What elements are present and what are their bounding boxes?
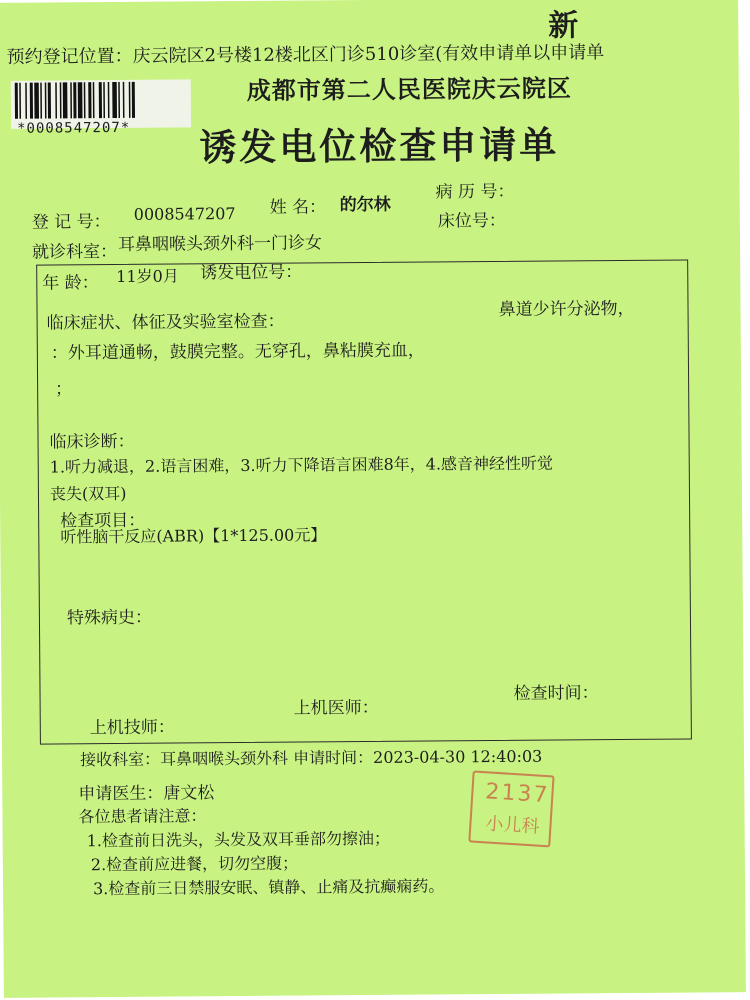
barcode-bar bbox=[88, 82, 91, 118]
age-value: 11岁0月 bbox=[116, 266, 179, 286]
barcode-bar bbox=[34, 83, 39, 119]
notice-1: 1.检查前日洗头，头发及双耳垂部勿擦油； bbox=[86, 828, 391, 851]
barcode-bar bbox=[78, 82, 83, 118]
exam-time-label: 检查时间： bbox=[513, 683, 599, 704]
special-history-label: 特殊病史： bbox=[66, 607, 153, 629]
diagnosis-line2: 丧失(双耳) bbox=[49, 483, 127, 504]
receiving-dept-and-time: 接收科室：耳鼻咽喉头颈外科 申请时间：2023-04-30 12:40:03 bbox=[79, 746, 543, 770]
barcode-bar bbox=[118, 82, 120, 118]
name-value: 的尔林 bbox=[339, 194, 391, 216]
reg-no-value: 0008547207 bbox=[133, 204, 236, 224]
symptoms-line2: ； bbox=[55, 379, 73, 400]
barcode-bar bbox=[99, 82, 102, 118]
dept-label: 就诊科室： bbox=[31, 241, 118, 263]
hospital-name: 成都市第二人民医院庆云院区 bbox=[246, 74, 572, 105]
barcode-number: *0008547207* bbox=[17, 119, 131, 137]
barcode-bar bbox=[30, 83, 33, 119]
diagnosis-label: 临床诊断： bbox=[49, 431, 135, 453]
barcode-bar bbox=[103, 82, 105, 118]
barcode-bar bbox=[132, 82, 135, 118]
appointment-location: 预约登记位置：庆云院区2号楼12楼北区门诊510诊室(有效申请单以申请单 bbox=[6, 42, 605, 68]
barcode-bar bbox=[19, 83, 21, 119]
barcode-bar bbox=[48, 83, 51, 119]
barcode-bar bbox=[129, 82, 131, 118]
barcode-bar bbox=[70, 82, 72, 118]
form-title: 诱发电位检查申请单 bbox=[199, 123, 560, 170]
exam-items-value: 听性脑干反应(ABR)【1*125.00元】 bbox=[60, 525, 327, 547]
name-label: 姓 名： bbox=[269, 197, 327, 218]
barcode-bar bbox=[108, 82, 110, 118]
stamp-number: 2137 bbox=[484, 779, 551, 809]
symptoms-line1-tail: 鼻道少许分泌物， bbox=[498, 298, 635, 320]
barcode-bar bbox=[112, 82, 117, 118]
barcode-bar bbox=[45, 83, 47, 119]
barcode-bar bbox=[63, 82, 68, 118]
notice-3: 3.检查前三日禁服安眠、镇静、止痛及抗癫痫药。 bbox=[92, 876, 445, 899]
barcode-bar bbox=[93, 82, 95, 118]
barcode-bar bbox=[73, 82, 76, 118]
department-stamp bbox=[468, 770, 554, 847]
symptoms-line1: ：外耳道通畅，鼓膜完整。无穿孔，鼻粘膜充血， bbox=[50, 340, 425, 364]
operating-technician-label: 上机技师： bbox=[89, 717, 175, 739]
ep-number-label: 诱发电位号： bbox=[200, 262, 303, 284]
stamp-text: 小儿科 bbox=[484, 813, 541, 838]
bed-label: 床位号： bbox=[437, 210, 506, 232]
barcode-bar bbox=[15, 83, 18, 119]
barcode-bar bbox=[40, 83, 42, 119]
new-stamp: 新 bbox=[548, 8, 579, 44]
barcode-bar bbox=[84, 82, 86, 118]
record-label: 病 历 号： bbox=[435, 181, 515, 203]
exam-items-label: 检查项目： bbox=[60, 510, 146, 532]
barcode-bars bbox=[11, 79, 191, 120]
dept-value: 耳鼻咽喉头颈外科一门诊女 bbox=[117, 233, 323, 255]
diagnosis-line1: 1.听力减退，2.语言困难，3.听力下降语言困难8年，4.感音神经性听觉 bbox=[49, 453, 554, 477]
barcode-bar bbox=[60, 82, 62, 118]
applicant-doctor: 申请医生：唐文松 bbox=[78, 783, 215, 805]
barcode-bar bbox=[25, 83, 27, 119]
barcode-bar bbox=[55, 82, 57, 118]
barcode-bar bbox=[123, 82, 125, 118]
notice-2: 2.检查前应进餐，切勿空腹； bbox=[90, 853, 299, 875]
symptoms-label: 临床症状、体征及实验室检查： bbox=[46, 311, 285, 334]
age-label: 年 龄： bbox=[42, 273, 99, 294]
operating-doctor-label: 上机医师： bbox=[293, 697, 379, 719]
notice-title: 各位患者请注意： bbox=[78, 806, 207, 827]
reg-no-label: 登 记 号： bbox=[31, 212, 111, 233]
